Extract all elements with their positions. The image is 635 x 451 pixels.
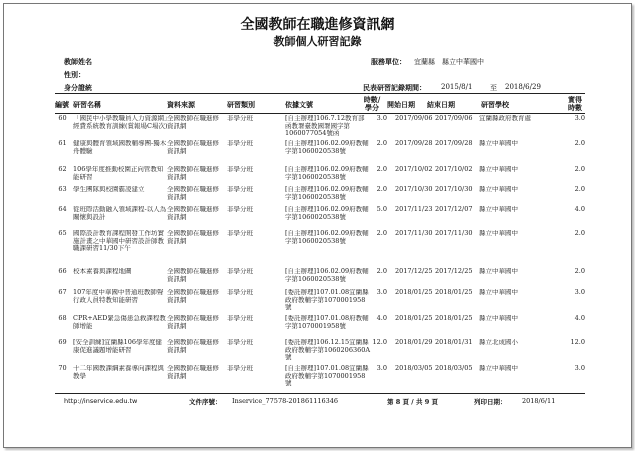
cell-doc: [自主辦理]106.7.12教育部函教署臺教國署國字第1060077054號函 bbox=[285, 115, 365, 137]
print-date: 2018/6/11 bbox=[522, 397, 556, 405]
cell-doc: [自主辦理]106.02.09府教輔字第1060020538號 bbox=[285, 206, 369, 221]
period-to: 至 bbox=[490, 84, 497, 92]
page-subtitle: 教師個人研習記錄 bbox=[273, 35, 362, 48]
cell-school: 縣立中華國中 bbox=[479, 186, 518, 193]
cell-name: 從班際活動融入領域課程-以人為關懷與設計 bbox=[73, 206, 167, 221]
cell-category: 非學分班 bbox=[227, 166, 253, 173]
cell-end: 2018/01/25 bbox=[435, 289, 473, 296]
col-doc: 依據文號 bbox=[285, 100, 313, 109]
cell-credit: 2.0 bbox=[574, 166, 585, 173]
cell-end: 2017/10/02 bbox=[435, 166, 473, 173]
id-label: 身分證統 bbox=[64, 83, 92, 92]
cell-credit: 2.0 bbox=[574, 268, 585, 275]
cell-source: 全國教師在職進修資訊網 bbox=[167, 166, 219, 181]
col-category: 研習類別 bbox=[227, 100, 255, 109]
cell-school: 縣立中華國中 bbox=[479, 166, 518, 173]
cell-no: 69 bbox=[58, 339, 67, 346]
cell-category: 非學分班 bbox=[227, 365, 253, 372]
cell-source: 全國教師在職進修資訊網 bbox=[167, 289, 219, 304]
cell-end: 2018/01/31 bbox=[435, 339, 473, 346]
table-row bbox=[55, 289, 585, 315]
cell-school: 縣立中華國中 bbox=[479, 206, 518, 213]
cell-hours: 2.0 bbox=[376, 268, 387, 275]
cell-category: 非學分班 bbox=[227, 268, 253, 275]
cell-doc: [委託辦理]106.12.15宜蘭縣政府教輔字第1060206360A號 bbox=[285, 339, 371, 361]
cell-hours: 2.0 bbox=[376, 186, 387, 193]
cell-source: 全國教師在職進修資訊網 bbox=[167, 268, 219, 283]
cell-start: 2018/01/29 bbox=[395, 339, 433, 346]
cell-doc: [自主辦理]106.02.09府教輔字第1060020538號 bbox=[285, 268, 369, 283]
cell-school: 縣立中華國中 bbox=[479, 289, 518, 296]
cell-name: [安全訓練]宜蘭縣106學年度健康促進議題增能研習 bbox=[73, 339, 162, 354]
cell-name: 校本素養與課程地圖 bbox=[73, 268, 132, 275]
cell-no: 62 bbox=[58, 166, 67, 173]
cell-name: 「國民中小學教職員人力資源網」經費系統教育訓練(賞報場C場次) bbox=[73, 115, 168, 130]
cell-school: 縣立中華國中 bbox=[479, 268, 518, 275]
doc-no: Inservice_77578-201861116346 bbox=[232, 397, 339, 405]
cell-doc: [委託辦理]107.01.08府教輔字第1070001958號 bbox=[285, 315, 369, 330]
cell-category: 非學分班 bbox=[227, 186, 253, 193]
cell-start: 2018/01/25 bbox=[395, 315, 433, 322]
cell-source: 全國教師在職進修資訊網 bbox=[167, 115, 219, 130]
cell-hours: 2.0 bbox=[376, 230, 387, 237]
cell-school: 縣立中華國中 bbox=[479, 140, 518, 147]
cell-credit: 2.0 bbox=[574, 186, 585, 193]
cell-name: 十二年國教課綱素養導向課程與教學 bbox=[73, 365, 164, 380]
cell-credit: 3.0 bbox=[574, 365, 585, 372]
table-row bbox=[55, 206, 585, 230]
cell-source: 全國教師在職進修資訊網 bbox=[167, 339, 219, 354]
cell-doc: [自主辦理]107.01.08宜蘭縣政府教輔字第1070001958號 bbox=[285, 365, 369, 387]
cell-school: 縣立北成國小 bbox=[479, 339, 518, 346]
cell-name: 107年度中華國中普通班教師聲行政人員特教知能研習 bbox=[73, 289, 164, 304]
cell-category: 非學分班 bbox=[227, 315, 253, 322]
service-unit-value: 宜蘭縣 縣立中華國中 bbox=[414, 58, 484, 66]
cell-school: 縣立中華國中 bbox=[479, 230, 518, 237]
cell-doc: [自主辦理]106.02.09府教輔字第1060020538號 bbox=[285, 166, 369, 181]
cell-source: 全國教師在職進修資訊網 bbox=[167, 186, 219, 201]
cell-hours: 3.0 bbox=[376, 365, 387, 372]
cell-end: 2017/12/07 bbox=[435, 206, 473, 213]
col-end: 結束日期 bbox=[427, 100, 455, 109]
divider-top bbox=[55, 93, 585, 94]
table-row bbox=[55, 140, 585, 166]
cell-name: 健康與體育領域國教輔導團-獨木舟體驗 bbox=[73, 140, 167, 155]
cell-no: 61 bbox=[58, 140, 67, 147]
col-credit: 實得時數 bbox=[568, 95, 582, 112]
cell-name: 106學年度推動校園正向管教知能研習 bbox=[73, 166, 164, 181]
table-row bbox=[55, 115, 585, 140]
table-row bbox=[55, 339, 585, 365]
cell-school: 宜蘭縣政府教育處 bbox=[479, 115, 531, 122]
cell-credit: 3.0 bbox=[574, 289, 585, 296]
cell-start: 2017/11/30 bbox=[395, 230, 433, 237]
cell-start: 2017/09/28 bbox=[395, 140, 433, 147]
col-hours: 時數/學分 bbox=[363, 95, 381, 112]
cell-no: 64 bbox=[58, 206, 67, 213]
cell-start: 2017/12/25 bbox=[395, 268, 433, 275]
divider-bottom bbox=[55, 393, 585, 394]
cell-credit: 3.0 bbox=[574, 115, 585, 122]
cell-credit: 2.0 bbox=[574, 140, 585, 147]
doc-no-label: 文件序號： bbox=[189, 398, 222, 406]
cell-source: 全國教師在職進修資訊網 bbox=[167, 140, 219, 155]
cell-start: 2017/10/30 bbox=[395, 186, 433, 193]
cell-credit: 4.0 bbox=[574, 315, 585, 322]
period-end: 2018/6/29 bbox=[505, 83, 541, 91]
site-url[interactable]: http://inservice.edu.tw bbox=[64, 397, 138, 405]
cell-no: 70 bbox=[58, 365, 67, 372]
teacher-name-label: 教師姓名 bbox=[64, 57, 92, 66]
cell-category: 非學分班 bbox=[227, 230, 253, 237]
cell-source: 全國教師在職進修資訊網 bbox=[167, 206, 219, 221]
cell-credit: 12.0 bbox=[570, 339, 585, 346]
cell-start: 2017/10/02 bbox=[395, 166, 433, 173]
divider-header bbox=[55, 113, 585, 114]
cell-start: 2017/11/23 bbox=[395, 206, 433, 213]
cell-source: 全國教師在職進修資訊網 bbox=[167, 315, 219, 330]
cell-credit: 4.0 bbox=[574, 206, 585, 213]
cell-category: 非學分班 bbox=[227, 289, 253, 296]
page-title: 全國教師在職進修資訊網 bbox=[240, 17, 395, 33]
cell-hours: 12.0 bbox=[372, 339, 387, 346]
service-unit-label: 服務單位： bbox=[371, 57, 406, 66]
cell-end: 2018/01/25 bbox=[435, 315, 473, 322]
gender-label: 性別： bbox=[64, 70, 85, 79]
cell-no: 63 bbox=[58, 186, 67, 193]
col-no: 編號 bbox=[55, 100, 69, 109]
cell-hours: 5.0 bbox=[376, 206, 387, 213]
cell-school: 縣立中華國中 bbox=[479, 315, 518, 322]
cell-category: 非學分班 bbox=[227, 115, 253, 122]
table-row bbox=[55, 166, 585, 186]
period-start: 2015/8/1 bbox=[441, 83, 473, 91]
cell-no: 67 bbox=[58, 289, 67, 296]
table-row bbox=[55, 315, 585, 339]
cell-source: 全國教師在職進修資訊網 bbox=[167, 365, 219, 380]
cell-doc: [自主辦理]106.02.09府教輔字第1060020538號 bbox=[285, 186, 369, 201]
table-row bbox=[55, 268, 585, 289]
cell-start: 2017/09/06 bbox=[395, 115, 433, 122]
cell-category: 非學分班 bbox=[227, 206, 253, 213]
cell-source: 全國教師在職進修資訊網 bbox=[167, 230, 219, 245]
cell-start: 2018/03/05 bbox=[395, 365, 433, 372]
cell-start: 2018/01/25 bbox=[395, 289, 433, 296]
cell-category: 非學分班 bbox=[227, 140, 253, 147]
cell-no: 68 bbox=[58, 315, 67, 322]
cell-doc: [自主辦理]106.02.09府教輔字第1060020538號 bbox=[285, 140, 369, 155]
cell-end: 2017/12/25 bbox=[435, 268, 473, 275]
cell-end: 2017/09/06 bbox=[435, 115, 473, 122]
cell-end: 2017/11/30 bbox=[435, 230, 473, 237]
print-date-label: 列印日期： bbox=[474, 398, 507, 406]
cell-school: 縣立中華國中 bbox=[479, 365, 518, 372]
cell-end: 2017/09/28 bbox=[435, 140, 473, 147]
cell-hours: 4.0 bbox=[376, 315, 387, 322]
cell-hours: 3.0 bbox=[376, 289, 387, 296]
cell-category: 非學分班 bbox=[227, 339, 253, 346]
cell-end: 2017/10/30 bbox=[435, 186, 473, 193]
cell-doc: [自主辦理]106.02.09府教輔字第1060020538號 bbox=[285, 230, 369, 245]
cell-name: CPR+AED緊急傷患急救課程教師增能 bbox=[73, 315, 166, 330]
cell-name: 學生團隊與校園霸凌建立 bbox=[73, 186, 145, 193]
cell-hours: 2.0 bbox=[376, 140, 387, 147]
col-school: 研習學校 bbox=[481, 100, 509, 109]
cell-credit: 2.0 bbox=[574, 230, 585, 237]
cell-end: 2018/03/05 bbox=[435, 365, 473, 372]
cell-hours: 3.0 bbox=[376, 115, 387, 122]
period-label: 民表研習記錄期間： bbox=[363, 83, 426, 92]
cell-hours: 2.0 bbox=[376, 166, 387, 173]
table-row bbox=[55, 186, 585, 206]
col-start: 開始日期 bbox=[387, 100, 415, 109]
col-source: 資料來源 bbox=[167, 100, 195, 109]
cell-doc: [委託辦理]107.01.08宜蘭縣政府教輔字第1070001958號 bbox=[285, 289, 369, 311]
page-number: 第 8 頁 / 共 9 頁 bbox=[387, 398, 438, 406]
cell-name: 國際設計教育課程開發工作坊實施計畫之中華國中研習設計師教職課研習11/30下午 bbox=[73, 230, 164, 252]
cell-no: 60 bbox=[58, 115, 67, 122]
table-row bbox=[55, 230, 585, 268]
table-row bbox=[55, 365, 585, 389]
cell-no: 65 bbox=[58, 230, 67, 237]
cell-no: 66 bbox=[58, 268, 67, 275]
col-name: 研習名稱 bbox=[73, 100, 101, 109]
